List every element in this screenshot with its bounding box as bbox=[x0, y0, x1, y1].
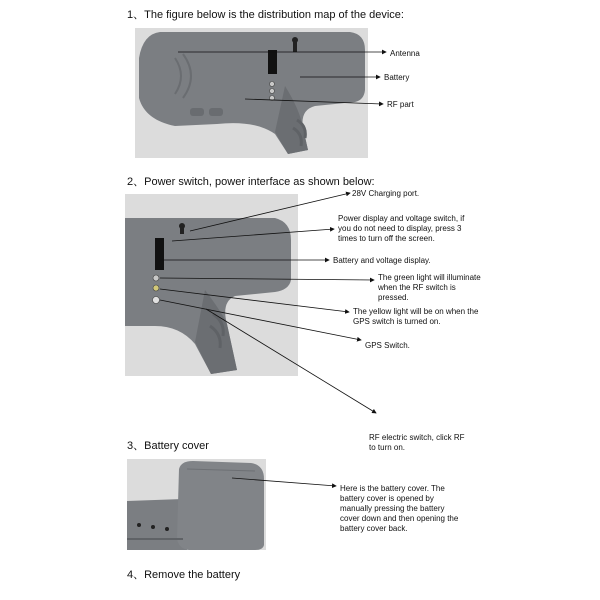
label-battery-voltage-display: Battery and voltage display. bbox=[333, 256, 431, 265]
section-2-heading: 2、Power switch, power interface as shown below: bbox=[127, 176, 375, 188]
device-illustration-1 bbox=[135, 28, 368, 158]
label-battery-cover: Here is the battery cover. The battery cover is opened by manually pressing the battery cover down and then opening the battery cover back. bbox=[340, 484, 459, 533]
label-rf-part: RF part bbox=[387, 100, 414, 109]
label-yellow-light: The yellow light will be on when the GPS switch is turned on. bbox=[353, 307, 479, 326]
label-rf-switch: RF electric switch, click RF to turn on. bbox=[369, 433, 465, 452]
label-gps-switch: GPS Switch. bbox=[365, 341, 410, 350]
section-3-heading: 3、Battery cover bbox=[127, 440, 209, 452]
label-charging-port: 28V Charging port. bbox=[352, 189, 420, 198]
device-illustration-2 bbox=[125, 194, 298, 376]
label-antenna: Antenna bbox=[390, 49, 420, 58]
label-power-display-switch: Power display and voltage switch, if you do not need to display, press 3 times to turn off the screen. bbox=[338, 214, 465, 243]
label-green-light: The green light will illuminate when the RF switch is pressed. bbox=[378, 273, 481, 302]
device-photo-2 bbox=[125, 194, 298, 376]
battery-cover-illustration bbox=[127, 459, 266, 550]
section-1-heading: 1、The figure below is the distribution map of the device: bbox=[127, 9, 404, 21]
device-photo-1 bbox=[135, 28, 368, 158]
section-4-heading: 4、Remove the battery bbox=[127, 569, 241, 581]
label-battery: Battery bbox=[384, 73, 410, 82]
battery-cover-photo bbox=[127, 459, 266, 550]
